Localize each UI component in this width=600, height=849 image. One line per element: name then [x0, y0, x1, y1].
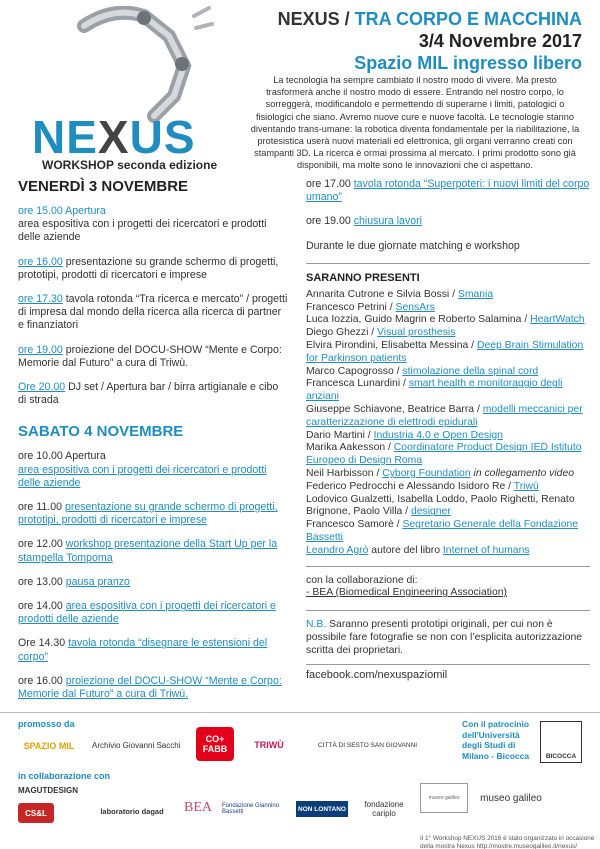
event-venue: Spazio MIL ingresso libero: [354, 53, 582, 73]
intro-text: La tecnologia ha sempre cambiato il nostro modo di vivere. Ma presto trasformerà anche il nostro modo di essere. Entrando nel nostro corpo, lo sorreggerà, modificandolo e permettendo di superarne i limiti, patologici o fisiologici che siano. Avremo nuove cure e nuove facoltà. Le tecnologie stanno diventando trans-umane: la robotica diventa fondamentale per la riabilitazione, la protesistica userà nuovi materiali ed elettronica, gli organi verranno creati con stampanti 3D. La ricerca è ormai prossima al mercato. I primi prodotto sono già disponibili, ma molte sono le innovazioni che ci aspettano.: [250, 75, 580, 171]
event-date: 3/4 Novembre 2017: [418, 31, 582, 51]
magut-logo: MAGUTDESIGN: [18, 785, 78, 795]
list-item: Diego Ghezzi / Visual prosthesis: [306, 327, 456, 339]
list-item: Dario Martini / Industria 4.0 e Open Design: [306, 429, 503, 441]
dagad-logo: laboratorio dagad: [100, 806, 164, 816]
present-title: SARANNO PRESENTI: [306, 271, 420, 284]
logo-subtitle: WORKSHOP seconda edizione: [42, 158, 218, 172]
bicocca-logo: BICOCCA: [540, 721, 582, 763]
schedule-item: ore 12.00 workshop presentazione della Start Up per la stampella Tompoma: [18, 538, 278, 564]
list-item: Francesca Lunardini / smart health e monitoraggio degli anziani: [306, 378, 563, 403]
people-list: [306, 289, 590, 558]
schedule-item: ore 13.00 pausa pranzo: [18, 575, 130, 588]
bassetti-logo: Fondazione Giannino Bassetti: [222, 803, 280, 815]
nonlontano-logo: NON LONTANO: [296, 801, 348, 817]
list-item: Francesco Samorè / Segretario Generale della Fondazione Bassetti: [306, 519, 579, 543]
schedule-item: ore 16.00 proiezione del DOCU-SHOW “Mente e Corpo: Memorie dal Futuro” a cura di Triwù.: [18, 674, 282, 701]
list-item: Marco Capogrosso / stimolazione della spinal cord: [306, 365, 539, 377]
cariplo-logo: fondazione cariplo: [364, 800, 404, 818]
friday-title: VENERDÌ 3 NOVEMBRE: [18, 178, 189, 195]
cofabb-logo: CO+ FABB: [196, 727, 234, 761]
list-item: Leandro Agrò autore del libro Internet of humans: [306, 544, 530, 556]
collab-item: - BEA (Biomedical Engineering Association): [306, 587, 507, 599]
divider: [306, 610, 590, 611]
divider: [306, 263, 590, 264]
list-item: Elvira Pirondini, Elisabetta Messina / Deep Brain Stimulation for Parkinson patients: [306, 340, 584, 364]
schedule-item: ore 10.00 Apertura area espositiva con i progetti dei ricercatori e prodotti delle aziende: [18, 450, 267, 489]
schedule-item: ore 11.00 presentazione su grande schermo di progetti, prototipi, prodotti di ricercatori e imprese: [18, 501, 278, 527]
collab-intro: con la collaborazione di:: [306, 574, 418, 586]
title-block: [278, 8, 582, 74]
galileo-logo: museo galileo: [480, 792, 542, 804]
facebook-link[interactable]: facebook.com/nexuspaziomil: [306, 668, 448, 681]
nexus-logo: NEXUS: [32, 111, 196, 163]
sesto-logo: CITTÀ DI SESTO SAN GIOVANNI: [318, 741, 418, 749]
list-item: Francesco Petrini / SensArs: [306, 301, 435, 313]
logo-area: [14, 6, 234, 176]
saturday-title: SABATO 4 NOVEMBRE: [18, 423, 184, 441]
schedule-item: ore 17.30 tavola rotonda “Tra ricerca e mercato” / progetti di impresa dal mondo della ricerca alla ricerca di partner e finanziatori: [18, 293, 288, 332]
patrocinio-text: Con il patrocinio dell'Università degli Studi di Milano - Bicocca: [462, 719, 530, 761]
list-item: Neil Harbisson / Cyborg Foundation in collegamento video: [306, 467, 575, 479]
schedule-item: ore 15.00 Apertura area espositiva con i progetti dei ricercatori e prodotti delle aziende: [18, 205, 267, 244]
archivio-sacchi-logo: Archivio Giovanni Sacchi: [92, 740, 181, 750]
program-left-column: [18, 178, 288, 712]
triwu-logo: TRIWÙ: [254, 740, 284, 750]
robot-arm-icon: [74, 6, 214, 126]
schedule-item: Ore 14.30 tavola rotonda “disegnare le estensioni del corpo”: [18, 637, 268, 663]
list-item: Federico Pedrocchi e Alessando Isidoro Re / Triwù: [306, 480, 539, 492]
bea-logo: BEA: [184, 800, 212, 815]
program-right-column: [306, 178, 590, 681]
schedule-item: ore 16.00 presentazione su grande schermo di progetti, prototipi, prodotti di ricercatori e imprese: [18, 255, 279, 281]
schedule-item: ore 14.00 area espositiva con i progetti dei ricercatori e prodotti delle aziende: [18, 600, 276, 626]
collab-label: in collaborazione con: [18, 771, 111, 781]
event-title: NEXUS / TRA CORPO E MACCHINA: [277, 9, 582, 29]
schedule-item: ore 19.00 proiezione del DOCU-SHOW “Mente e Corpo: Memorie dal Futuro” a cura di Triwù.: [18, 343, 282, 369]
csl-logo: CS&L: [18, 803, 54, 823]
divider: [306, 566, 590, 567]
divider: [306, 664, 590, 665]
promo-label: promosso da: [18, 719, 75, 729]
list-item: Giuseppe Schiavone, Beatrice Barra / modelli meccanici per caratterizzazione di elettrodi epidurali: [306, 403, 583, 428]
list-item: Marika Aakesson / Coordinatore Product Design IED Istituto Europeo di Design Roma: [306, 442, 582, 467]
spazio-mil-logo: SPAZIO MIL: [23, 741, 75, 751]
nb-note: N.B. Saranno presenti prototipi originali, per cui non è possibile fare fotografie se non con l’esplicita autorizzazione scritta dei proprietari.: [306, 619, 583, 656]
schedule-item: ore 19.00 chiusura lavori: [306, 215, 423, 228]
sponsors-footer: [0, 712, 600, 849]
footnote: Il 1° Workshop NEXUS 2016 è stato organizzato in occasione della mostra Nexus http://mostre.museogalileo.it/nexus/: [420, 835, 595, 849]
matching-note: Durante le due giornate matching e workshop: [306, 239, 520, 252]
list-item: Annarita Cutrone e Silvia Bossi / Smania: [306, 288, 494, 300]
list-item: Lodovico Gualzetti, Isabella Loddo, Paolo Righetti, Renato Brignone, Paolo Villa / designer: [306, 493, 575, 518]
schedule-item: ore 17.00 tavola rotonda “Superpoteri: i nuovi limiti del corpo umano”: [306, 178, 590, 204]
schedule-item: Ore 20.00 DJ set / Apertura bar / birra artigianale e cibo di strada: [18, 381, 279, 407]
list-item: Luca Iozzia, Guido Magrin e Roberto Salamina / HeartWatch: [306, 314, 585, 326]
museo-scienza-logo: museo galileo: [420, 783, 468, 813]
